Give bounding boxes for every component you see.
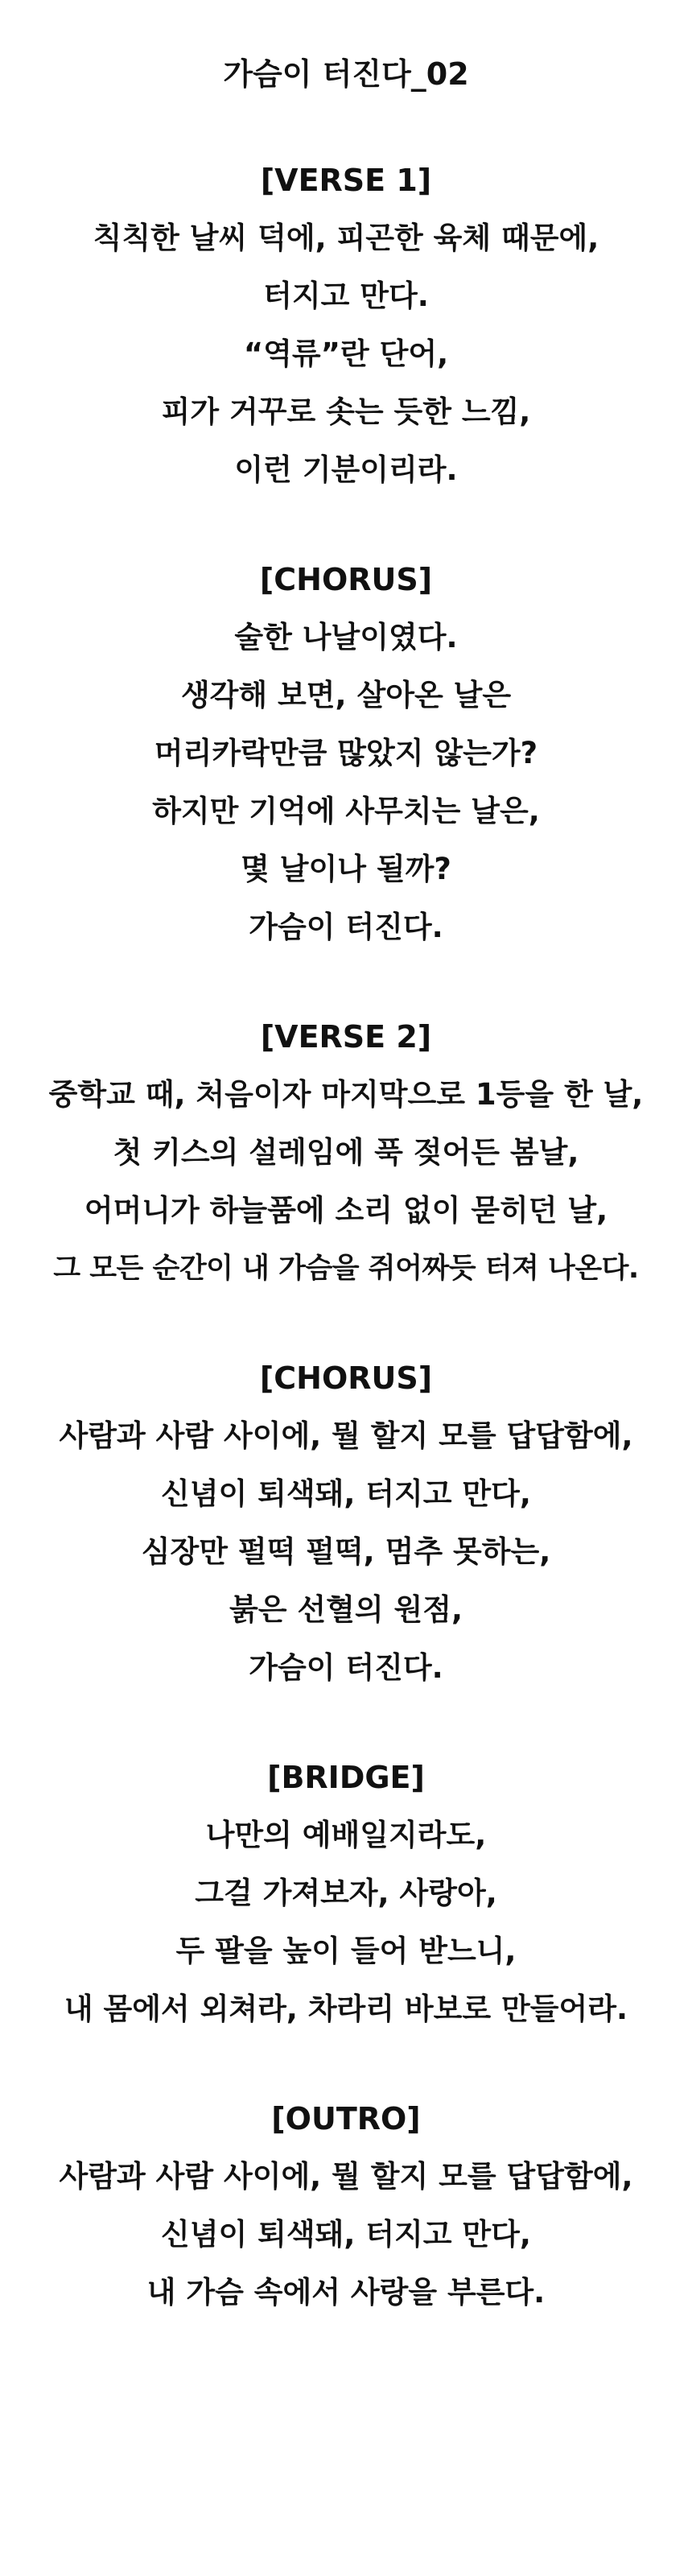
lyric-line: 이런 기분이리라. [234,452,458,487]
lyric-line: 칙칙한 날씨 덕에, 피곤한 육체 때문에, [93,221,599,255]
lyric-line: 가슴이 터진다. [249,1650,443,1685]
section-header: [BRIDGE] [267,1760,425,1795]
lyric-line: “역류”란 단어, [243,336,449,371]
lyric-line: 하지만 기억에 사무치는 날은, [152,794,540,828]
lyric-line: 첫 키스의 설레임에 푹 젖어든 봄날, [113,1135,579,1170]
lyric-line: 몇 날이나 될까? [241,852,451,886]
section-chorus-1 [0,551,692,956]
lyric-line: 가슴이 터진다. [249,910,443,944]
lyric-line: 신념이 퇴색돼, 터지고 만다, [161,2217,531,2252]
song-title: 가슴이 터진다_02 [223,56,469,92]
lyric-line: 사람과 사람 사이에, 뭘 할지 모를 답답함에, [59,2159,633,2194]
section-header: [VERSE 1] [260,163,432,198]
lyric-line: 나만의 예배일지라도, [205,1818,487,1852]
lyric-line: 그 모든 순간이 내 가슴을 쥐어짜듯 터져 나온다. [53,1253,639,1285]
lyric-line: 심장만 펄떡 펄떡, 멈추 못하는, [141,1534,551,1569]
section-verse-2 [0,1008,692,1298]
lyric-line: 두 팔을 높이 들어 받느니, [175,1934,517,1968]
lyric-line: 사람과 사람 사이에, 뭘 할지 모를 답답함에, [59,1418,633,1453]
section-header: [CHORUS] [259,562,433,597]
lyric-line: 그걸 가져보자, 사랑아, [195,1876,497,1910]
lyric-line: 술한 나날이였다. [234,620,458,654]
lyric-line: 피가 거꾸로 솟는 듯한 느낌, [161,394,531,429]
section-bridge [0,1748,692,2038]
lyric-line: 내 가슴 속에서 사랑을 부른다. [146,2275,546,2310]
lyric-line: 터지고 만다. [263,279,429,313]
section-verse-1 [0,151,692,499]
section-header: [OUTRO] [271,2101,421,2136]
lyric-line: 생각해 보면, 살아온 날은 [180,678,512,712]
lyric-line: 중학교 때, 처음이자 마지막으로 1등을 한 날, [48,1077,644,1112]
section-header: [VERSE 2] [260,1019,432,1055]
section-chorus-2 [0,1349,692,1697]
section-outro [0,2090,692,2322]
lyric-line: 신념이 퇴색돼, 터지고 만다, [161,1476,531,1511]
lyric-line: 머리카락만큼 많았지 않는가? [154,736,538,770]
lyric-line: 내 몸에서 외쳐라, 차라리 바보로 만들어라. [64,1992,628,2026]
lyric-line: 어머니가 하늘품에 소리 없이 묻히던 날, [84,1193,608,1228]
lyric-line: 붉은 선혈의 원점, [229,1592,463,1627]
section-header: [CHORUS] [259,1360,433,1396]
